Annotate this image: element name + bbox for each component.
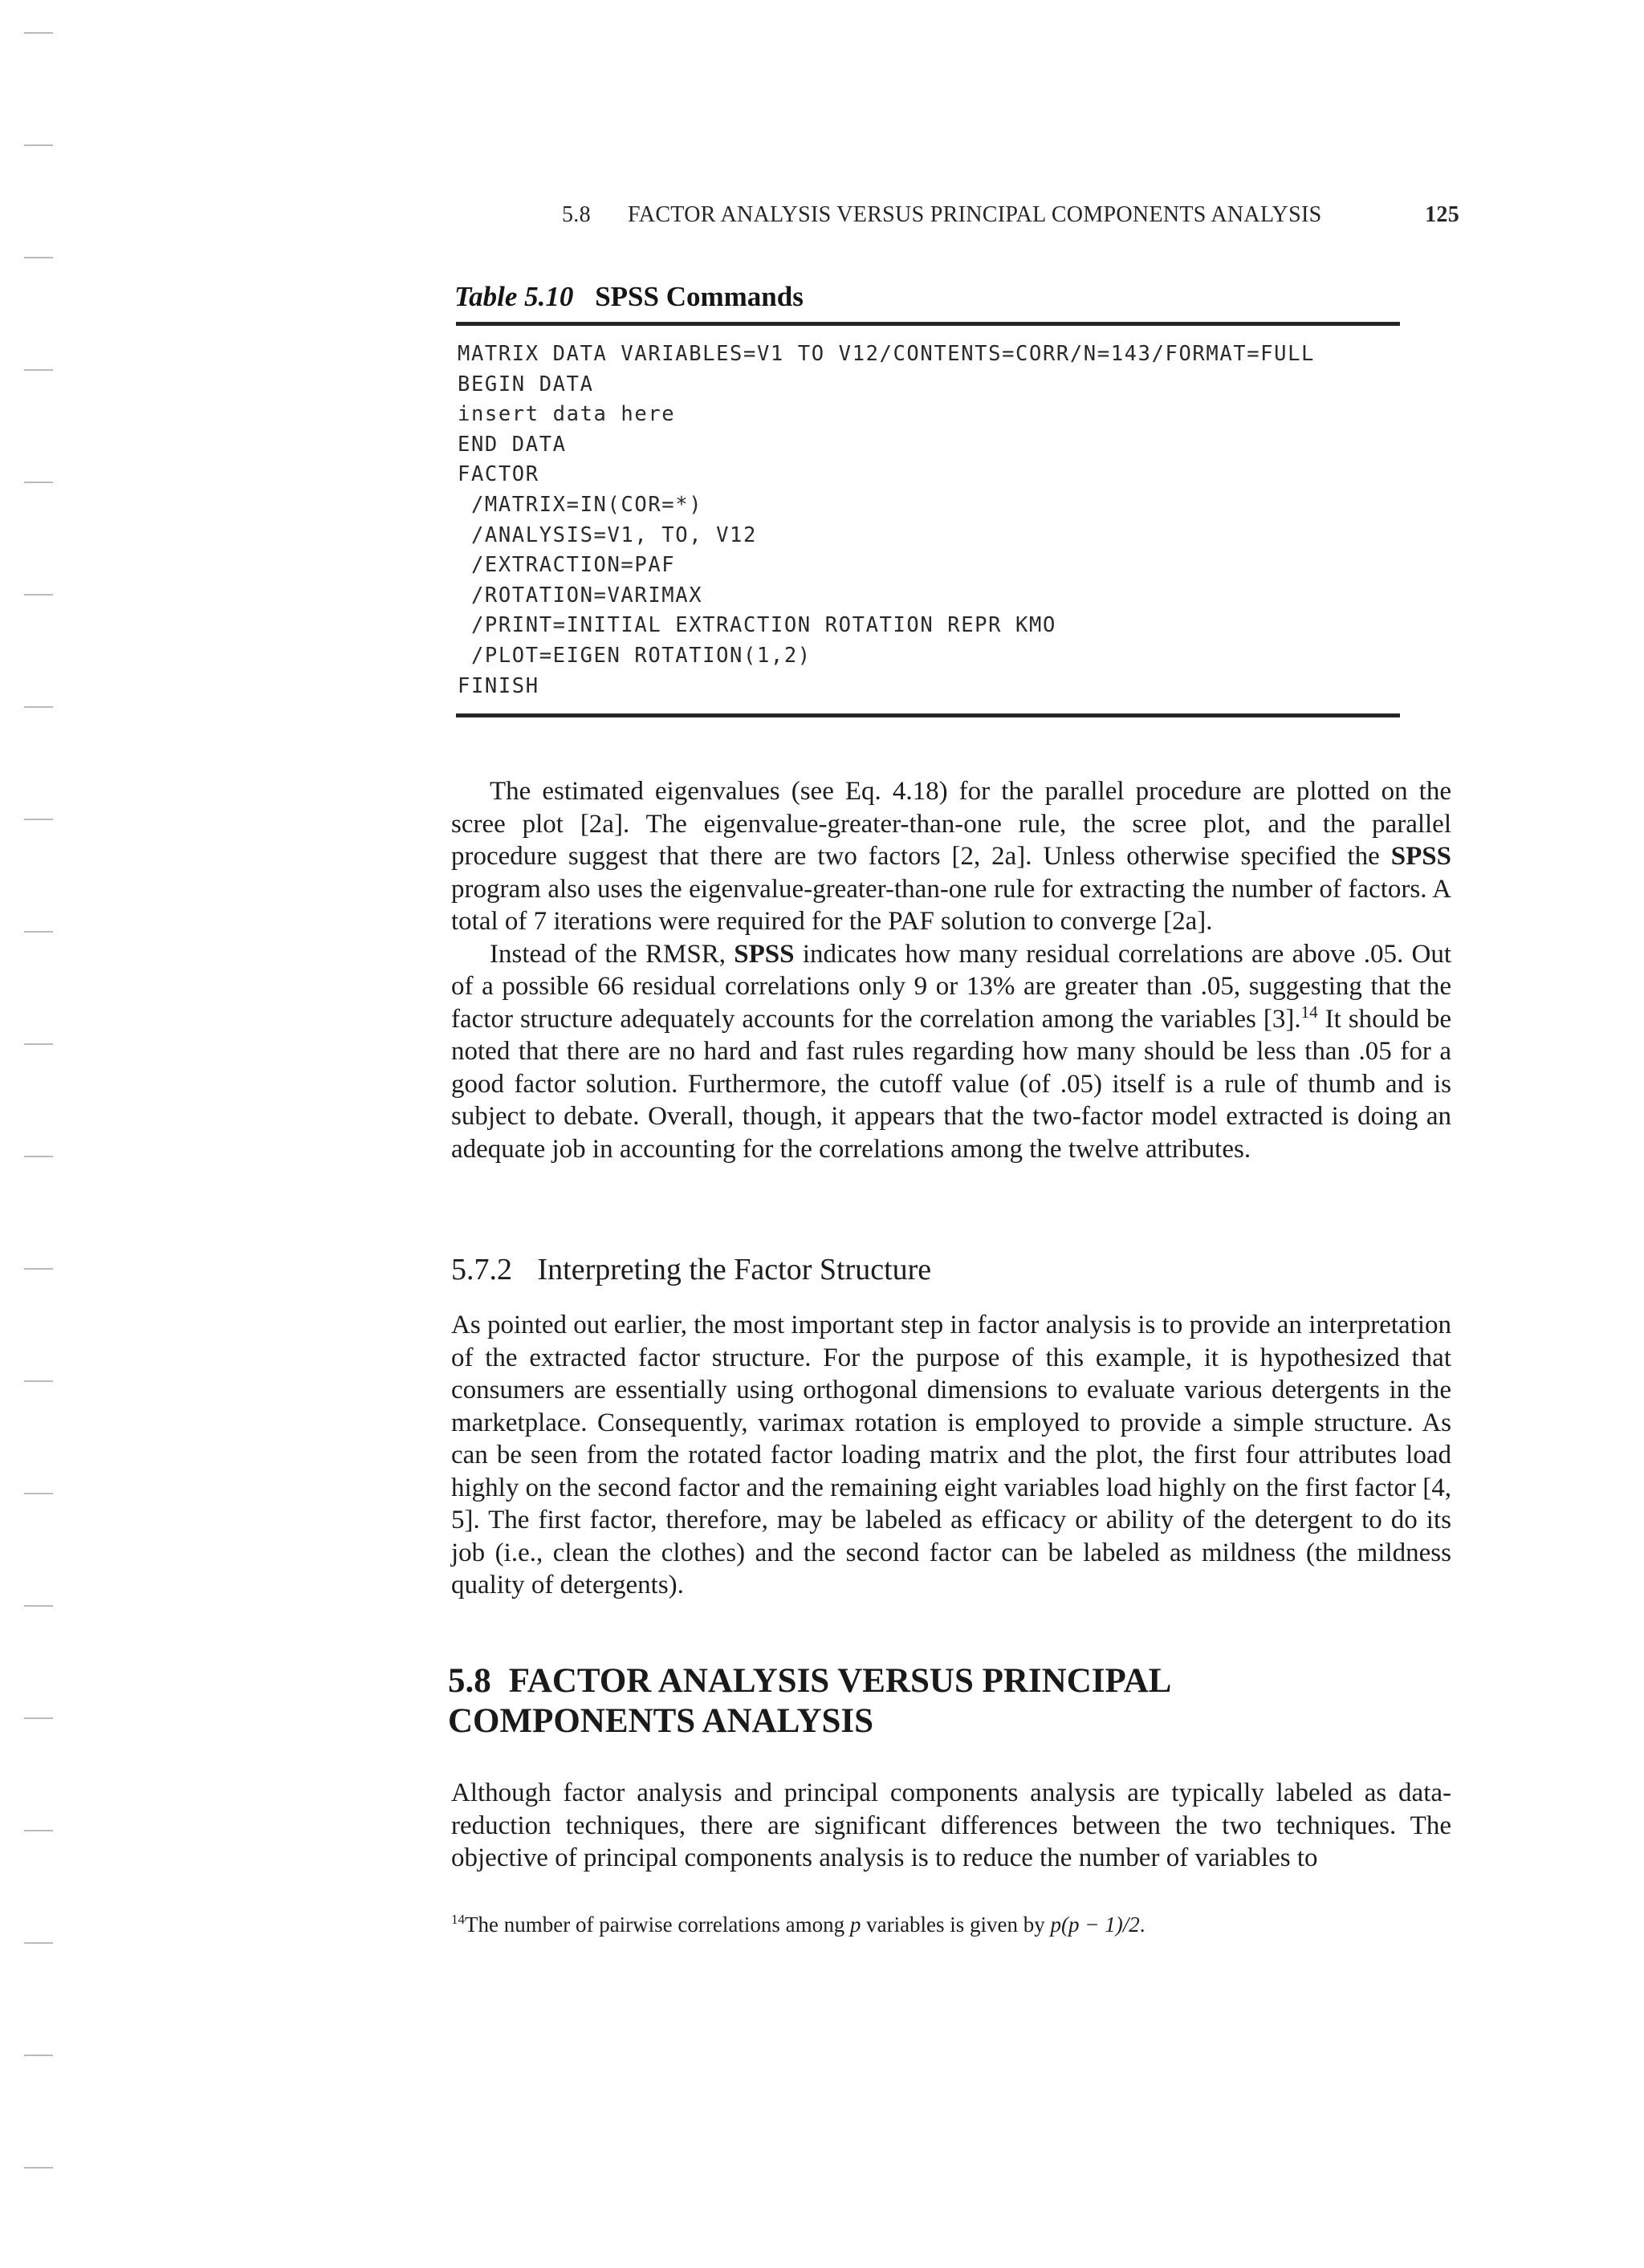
table-top-rule <box>456 322 1400 326</box>
code-line: /ROTATION=VARIMAX <box>458 583 703 608</box>
spss-term: SPSS <box>1390 842 1451 871</box>
section-heading <box>448 1661 1331 1742</box>
footnote-text: The number of pairwise correlations among <box>465 1912 850 1937</box>
footnote-text: variables is given by <box>861 1912 1051 1937</box>
code-line: insert data here <box>458 402 676 427</box>
paragraph-text: program also uses the eigenvalue-greater-than-one rule for extracting the number of factors. A total of 7 iterations were required for the PAF solution to converge [2a]. <box>451 874 1451 936</box>
section-number: 5.8 <box>448 1662 491 1700</box>
page-number: 125 <box>1425 202 1459 227</box>
code-line: /ANALYSIS=V1, TO, V12 <box>458 522 757 547</box>
table-title: SPSS Commands <box>595 281 804 312</box>
body-text-lower <box>451 1777 1451 1875</box>
code-line: FINISH <box>458 673 539 698</box>
table-bottom-rule <box>456 713 1400 717</box>
paragraph <box>451 938 1451 1166</box>
table-caption <box>454 281 804 313</box>
running-head-section: 5.8 <box>562 202 591 227</box>
section-title: FACTOR ANALYSIS VERSUS PRINCIPAL COMPONENTS ANALYSIS <box>448 1662 1170 1740</box>
paragraph-text: The estimated eigenvalues (see Eq. 4.18) for the parallel procedure are plotted on the scree plot [2a]. The eigenvalue-greater-than-one rule, the scree plot, and the parallel procedure suggest that there are two factors [2, 2a]. Unless otherwise specified the <box>451 777 1451 871</box>
spss-term: SPSS <box>734 939 795 969</box>
code-line: /PLOT=EIGEN ROTATION(1,2) <box>458 643 812 668</box>
paragraph: Although factor analysis and principal components analysis are typically labeled as data-reduction techniques, there are significant differences between the two techniques. The objective of principal components analysis is to reduce the number of variables to <box>451 1778 1451 1872</box>
code-line: /MATRIX=IN(COR=*) <box>458 492 703 517</box>
footnote-formula: p(p − 1)/2 <box>1050 1912 1140 1937</box>
paragraph-text: Instead of the RMSR, <box>490 939 735 969</box>
footnote <box>451 1912 1146 1937</box>
subsection-heading <box>451 1252 931 1287</box>
table-number: Table 5.10 <box>454 281 574 312</box>
spss-commands-table <box>456 322 1400 723</box>
code-line: BEGIN DATA <box>458 372 594 396</box>
code-line: MATRIX DATA VARIABLES=V1 TO V12/CONTENTS=CORR/N=143/FORMAT=FULL <box>458 342 1315 366</box>
footnote-variable: p <box>849 1912 861 1937</box>
paragraph: As pointed out earlier, the most important step in factor analysis is to provide an interpretation of the extracted factor structure. For the purpose of this example, it is hypothesized that consumers are essentially using orthogonal dimensions to evaluate various detergents in the marketplace. Consequently, varimax rotation is employed to provide a simple structure. As can be seen from the rotated factor loading matrix and the plot, the first four attributes load highly on the second factor and the remaining eight variables load highly on the first factor [4, 5]. The first factor, therefore, may be labeled as efficacy or ability of the detergent to do its job (i.e., clean the clothes) and the second factor can be labeled as mildness (the mildness quality of detergents). <box>451 1311 1451 1599</box>
footnote-text: . <box>1139 1912 1146 1937</box>
footnote-reference[interactable]: 14 <box>1300 1002 1318 1022</box>
code-listing <box>458 339 1315 701</box>
body-text-upper <box>451 775 1451 1165</box>
paragraph <box>451 775 1451 938</box>
footnote-mark: 14 <box>451 1912 465 1927</box>
paragraph-text: indicates how many residual correlations are above .05. Out of a possible 66 residual correlations only 9 or 13% are greater than .05, suggesting that the factor structure adequately accounts for the correlation among the variables [3]. <box>451 939 1451 1034</box>
subsection-number: 5.7.2 <box>451 1253 512 1286</box>
code-line: /EXTRACTION=PAF <box>458 553 676 578</box>
code-line: FACTOR <box>458 462 539 487</box>
body-text-middle <box>451 1309 1451 1602</box>
paragraph-text: It should be noted that there are no hard and fast rules regarding how many should be less than .05 for a good factor solution. Furthermore, the cutoff value (of .05) itself is a rule of thumb and is subject to debate. Overall, though, it appears that the two-factor model extracted is doing an adequate job in accounting for the correlations among the twelve attributes. <box>451 1004 1451 1164</box>
code-line: END DATA <box>458 432 567 457</box>
subsection-title: Interpreting the Factor Structure <box>537 1253 932 1286</box>
page-edge-marks <box>24 0 56 2268</box>
code-line: /PRINT=INITIAL EXTRACTION ROTATION REPR KMO <box>458 613 1056 638</box>
running-head-title: FACTOR ANALYSIS VERSUS PRINCIPAL COMPONENTS ANALYSIS <box>628 202 1322 227</box>
